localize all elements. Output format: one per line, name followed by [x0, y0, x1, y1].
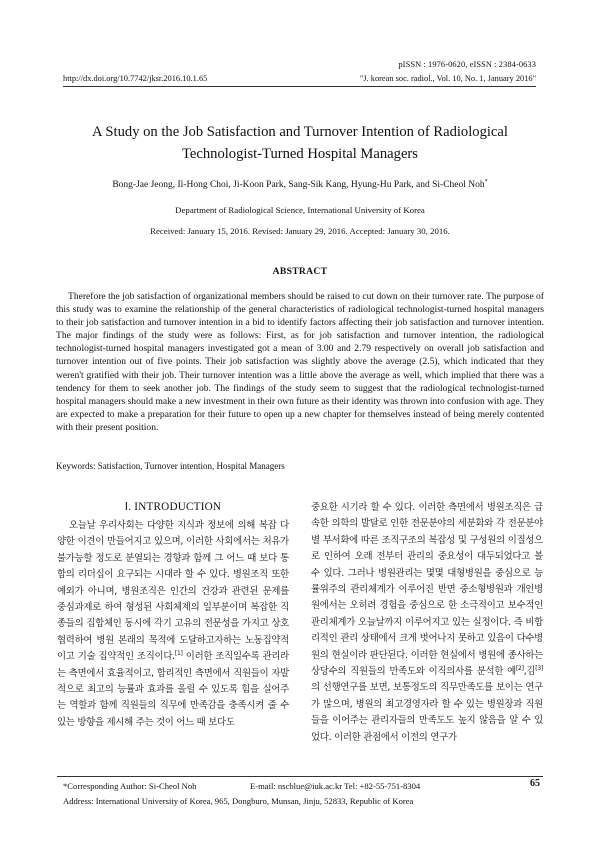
intro-paragraph-continued: [311, 500, 543, 746]
footnote-rule: [57, 776, 543, 777]
header-rule: [63, 86, 536, 87]
intro-text-a: 오늘날 우리사회는 다양한 지식과 정보에 의해 복잡 다양한 이견이 만들어지고 있으며, 이러한 사회에서는 처유가 불가능할 정도로 분열되는 경향과 함께 그 어느 때 보다 통합의 리더십이 요구되는 시대라 할 수 있다. 병원조직 또한 예외가 아니며, 병원조직은 인간의 건강과 관련된 문제를 중심과제로 하여 형성된 사회체제의 일부분이며 복잡한 직종들의 집합체인 동시에 각기 고유의 전문성을 가지고 상호 협력하여 병원 본래의 목적에 도달하고자하는 노동집약적이고 기술 집약적인 조직이다.: [57, 520, 289, 663]
abstract-text: Therefore the job satisfaction of organizational members should be raised to cut down on their turnover rate. The purpose of this study was to examine the relationship of the general characteristics of radiological technologist-turned hospital managers to their job satisfaction and turnover intention in a bid to identify factors affecting their job satisfaction and turnover intention. The major findings of the study were as follows: First, as for job satisfaction and turnover intention, the radiological technologist-turned hospital managers investigated got a mean of 3.00 and 2.79 respectively on overall job satisfaction and turnover intention out of five points. Their job satisfaction was slightly above the average (2.5), which indicated that they weren't gratified with their job. Their turnover intention was a little above the average as well, which implied that there was a tendency for them to seek another job. The findings of the study seem to suggest that the radiological technologist-turned hospital managers should make a new investment in their own future as their identity was thrown into confusion with age. They are expected to make a preparation for their future to open up a new chapter for themselves instead of being merely contented with their present position.: [56, 291, 544, 433]
citation-ref-2[interactable]: [2]: [515, 664, 524, 672]
page-number: 65: [530, 778, 540, 789]
contact-info: E-mail: nscblue@iuk.ac.kr Tel: +82-55-751-8304: [250, 781, 421, 791]
journal-citation: "J. korean soc. radiol., Vol. 10, No. 1, January 2016": [359, 74, 536, 83]
abstract-heading: ABSTRACT: [272, 266, 328, 277]
intro-text-c: 중요한 시기라 할 수 있다. 이러한 측면에서 병원조직은 급속한 의학의 발달로 인한 전문분야의 세분화와 각 전문분야별 부서화에 따른 조직구조의 복잡성 및 구성원의 이질성으로 인하여 오래 전부터 관리의 중요성이 대두되었다고 볼 수 있다. 그러나 병원관리는 몇몇 대형병원을 중심으로 능률위주의 관리체계가 이루어진 반면 중소형병원과 개인병원에서는 오히려 경험을 중심으로 한 소극적이고 보수적인 관리체계가 오늘날까지 이루어지고 있는 실정이다. 즉 비합리적인 관리 상태에서 크게 벗어나지 못하고 있음이 다수병원의 현실이라 판단된다. 이러한 현실에서 병원에 종사하는 상당수의 직원들의 만족도와 이직의사를 분석한 예: [311, 502, 543, 678]
intro-paragraph-1: [57, 518, 289, 731]
keywords: Keywords: Satisfaction, Turnover intention, Hospital Managers: [56, 461, 285, 471]
title-line-1: A Study on the Job Satisfaction and Turnover Intention of Radiological: [92, 124, 508, 140]
corresponding-author-note: *Corresponding Author: Si-Cheol Noh: [63, 781, 197, 791]
title-line-2: Technologist-Turned Hospital Managers: [182, 146, 418, 162]
citation-ref-3[interactable]: [3]: [535, 664, 543, 672]
author-list: [40, 179, 560, 190]
author-address: Address: International University of Korea, 965, Dongburo, Munsan, Jinju, 52833, Republic of Korea: [63, 796, 414, 806]
citation-ref-1[interactable]: [1]: [174, 650, 183, 658]
authors-text: Bong-Jae Jeong, Il-Hong Choi, Ji-Koon Park, Sang-Sik Kang, Hyung-Hu Park, and Si-Cheol Noh: [112, 180, 485, 191]
issn-line: pISSN : 1976-0620, eISSN : 2384-0633: [398, 60, 536, 69]
section-heading-introduction: Ⅰ. INTRODUCTION: [124, 501, 222, 513]
doi-link[interactable]: http://dx.doi.org/10.7742/jksr.2016.10.1.65: [63, 74, 208, 83]
intro-text-d: ,김: [523, 666, 536, 678]
paper-title: [40, 121, 560, 165]
submission-dates: Received: January 15, 2016. Revised: January 29, 2016. Accepted: January 30, 2016.: [150, 226, 450, 236]
intro-text-b: 이러한 조직일수록 관리라는 측면에서 효율적이고, 합리적인 측면에서 직원들이 자발적으로 최고의 능률과 효과를 올릴 수 있도록 힘을 실어주는 역할과 함께 직원들의 직무에 만족감을 충족시켜 줄 수 있는 방향을 제시해 주는 것이 어느 때 보다도: [57, 651, 289, 728]
body-column-left: [57, 518, 289, 731]
affiliation: Department of Radiological Science, International University of Korea: [175, 205, 425, 215]
corresponding-author-mark: *: [484, 179, 488, 185]
body-column-right: [311, 500, 543, 746]
intro-text-e: 의 선행연구를 보면, 보통정도의 직무만족도를 보이는 연구가 많으며, 병원의 최고경영자라 할 수 있는 병원장과 직원들을 이어주는 관리자들의 만족도도 높지 않음을 알 수 있었다. 이러한 관점에서 이전의 연구가: [311, 682, 543, 743]
